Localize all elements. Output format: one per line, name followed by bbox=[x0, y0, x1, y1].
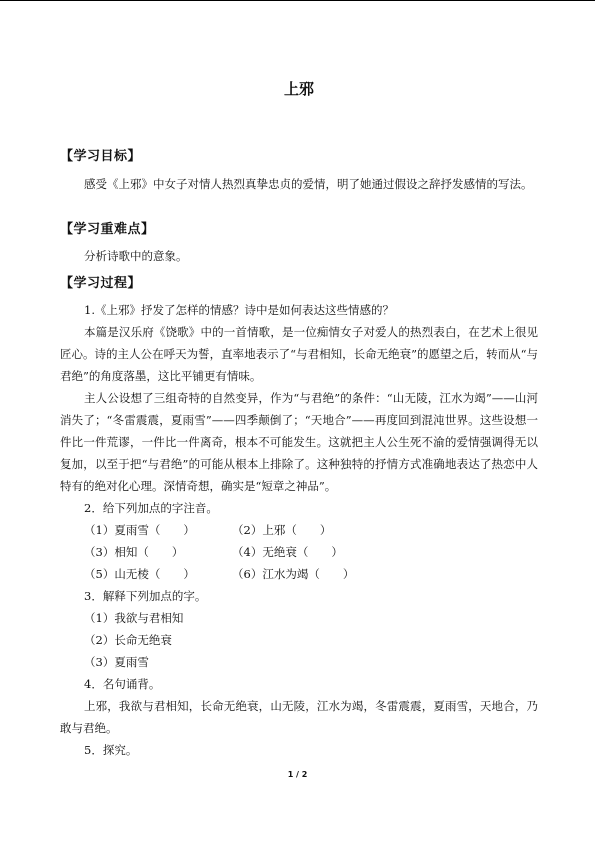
question-1-answer-paragraph-1: 本篇是汉乐府《饶歌》中的一首情歌，是一位痴情女子对爱人的热烈表白，在艺术上很见匠心。诗的主人公在呼天为誓，直率地表示了“与君相知，长命无绝衰”的愿望之后，转而从“与君绝”的角度落墨，这比平铺更有情味。 bbox=[60, 325, 538, 383]
question-2-item-1: （1）夏雨雪（ ） bbox=[84, 523, 195, 537]
question-3-item-1: （1）我欲与君相知 bbox=[84, 611, 184, 625]
question-2-item-4: （4）无绝衰（ ） bbox=[232, 545, 343, 559]
page-number: 1 / 2 bbox=[287, 770, 308, 779]
question-2-item-2: （2）上邪（ ） bbox=[232, 523, 332, 537]
learning-goal-text: 感受《上邪》中女子对情人热烈真挚忠贞的爱情，明了她通过假设之辞抒发感情的写法。 bbox=[84, 177, 533, 191]
question-3-item-3: （3）夏雨雪 bbox=[84, 655, 149, 669]
question-4: 4．名句诵背。 bbox=[84, 677, 161, 691]
key-points-heading: 【学习重难点】 bbox=[60, 222, 155, 237]
learning-goal-heading: 【学习目标】 bbox=[60, 149, 142, 164]
key-points-text: 分析诗歌中的意象。 bbox=[84, 249, 188, 263]
question-3-item-2: （2）长命无绝衰 bbox=[84, 633, 172, 647]
question-2: 2．给下列加点的字注音。 bbox=[84, 501, 218, 515]
learning-process-heading: 【学习过程】 bbox=[60, 276, 142, 291]
page-title: 上邪 bbox=[283, 80, 314, 98]
top-rule bbox=[0, 0, 595, 1]
question-2-item-3: （3）相知（ ） bbox=[84, 545, 184, 559]
question-5: 5．探究。 bbox=[84, 743, 138, 757]
question-2-item-5: （5）山无棱（ ） bbox=[84, 567, 195, 581]
question-2-item-6: （6）江水为竭（ ） bbox=[232, 567, 355, 581]
question-1: 1.《上邪》抒发了怎样的情感？诗中是如何表达这些情感的？ bbox=[84, 303, 394, 317]
question-4-text: 上邪，我欲与君相知，长命无绝衰，山无陵，江水为竭，冬雷震震，夏雨雪，天地合，乃敢与君绝。 bbox=[60, 699, 538, 735]
question-3: 3．解释下列加点的字。 bbox=[84, 589, 207, 603]
question-1-answer-paragraph-2: 主人公设想了三组奇特的自然变异，作为“与君绝”的条件：“山无陵，江水为竭”——山河消失了；“冬雷震震，夏雨雪”——四季颠倒了；“天地合”——再度回到混沌世界。这些设想一件比一件荒谬，一件比一件离奇，根本不可能发生。这就把主人公生死不渝的爱情强调得无以复加，以至于把“与君绝”的可能从根本上排除了。这种独特的抒情方式准确地表达了热恋中人特有的绝对化心理。深情奇想，确实是“短章之神品”。 bbox=[60, 391, 538, 493]
